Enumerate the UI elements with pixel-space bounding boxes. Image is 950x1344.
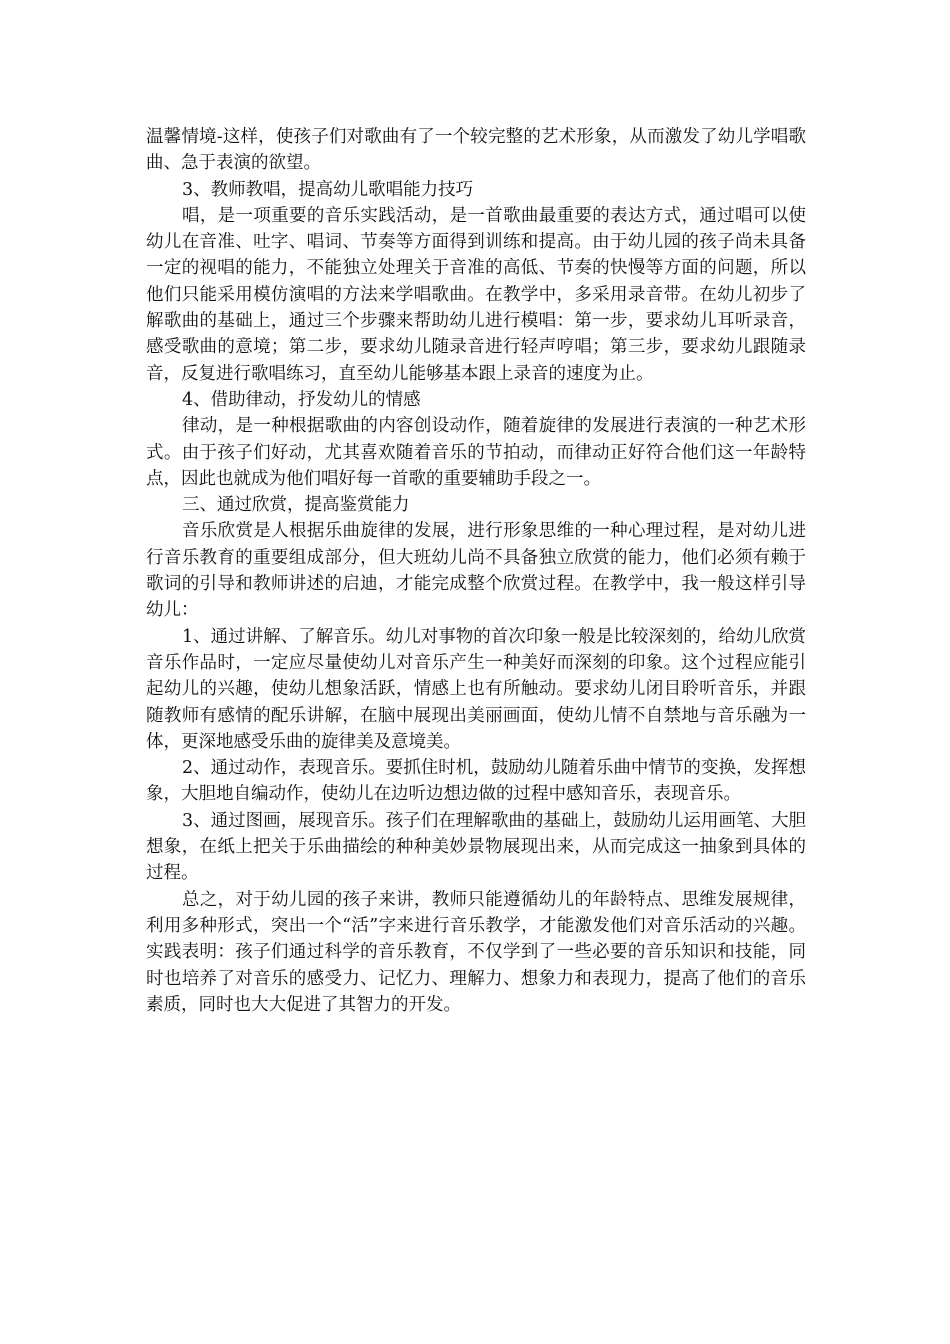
paragraph-drawing: 3、通过图画，展现音乐。孩子们在理解歌曲的基础上，鼓励幼儿运用画笔、大胆想象，在纸上把关于乐曲描绘的种种美妙景物展现出来，从而完成这一抽象到具体的过程。 bbox=[146, 810, 806, 884]
subheading-teacher-singing: 3、教师教唱，提高幼儿歌唱能力技巧 bbox=[182, 179, 474, 200]
paragraph-movement: 2、通过动作，表现音乐。要抓住时机，鼓励幼儿随着乐曲中情节的变换，发挥想象，大胆地自编动作，使幼儿在边听边想边做的过程中感知音乐，表现音乐。 bbox=[146, 758, 806, 805]
paragraph-appreciation: 音乐欣赏是人根据乐曲旋律的发展，进行形象思维的一种心理过程，是对幼儿进行音乐教育的重要组成部分，但大班幼儿尚不具备独立欣赏的能力，他们必须有赖于歌词的引导和教师讲述的启迪，才能完成整个欣赏过程。在教学中，我一般这样引导幼儿： bbox=[146, 521, 806, 621]
paragraph-continuation: 温馨情境-这样，使孩子们对歌曲有了一个较完整的艺术形象，从而激发了幼儿学唱歌曲、急于表演的欲望。 bbox=[146, 127, 806, 174]
paragraph-explanation: 1、通过讲解、了解音乐。幼儿对事物的首次印象一般是比较深刻的，给幼儿欣赏音乐作品时，一定应尽量使幼儿对音乐产生一种美好而深刻的印象。这个过程应能引起幼儿的兴趣，使幼儿想象活跃，情感上也有所触动。要求幼儿闭目聆听音乐，并跟随教师有感情的配乐讲解，在脑中展现出美丽画面，使幼儿情不自禁地与音乐融为一体，更深地感受乐曲的旋律美及意境美。 bbox=[146, 626, 806, 752]
paragraph-rhythm-movement: 律动，是一种根据歌曲的内容创设动作，随着旋律的发展进行表演的一种艺术形式。由于孩子们好动，尤其喜欢随着音乐的节拍动，而律动正好符合他们这一年龄特点，因此也就成为他们唱好每一首歌的重要辅助手段之一。 bbox=[146, 416, 806, 489]
subheading-rhythm-movement: 4、借助律动，抒发幼儿的情感 bbox=[182, 389, 421, 410]
section-heading-appreciation: 三、通过欣赏，提高鉴赏能力 bbox=[182, 495, 410, 516]
paragraph-singing: 唱，是一项重要的音乐实践活动，是一首歌曲最重要的表达方式，通过唱可以使幼儿在音准、吐字、唱词、节奏等方面得到训练和提高。由于幼儿园的孩子尚未具备一定的视唱的能力，不能独立处理关于音准的高低、节奏的快慢等方面的问题，所以他们只能采用模仿演唱的方法来学唱歌曲。在教学中，多采用录音带。在幼儿初步了解歌曲的基础上，通过三个步骤来帮助幼儿进行模唱：第一步，要求幼儿耳听录音，感受歌曲的意境；第二步，要求幼儿随录音进行轻声哼唱；第三步，要求幼儿跟随录音，反复进行歌唱练习，直至幼儿能够基本跟上录音的速度为止。 bbox=[146, 205, 806, 384]
document-body bbox=[146, 124, 806, 1018]
paragraph-conclusion: 总之，对于幼儿园的孩子来讲，教师只能遵循幼儿的年龄特点、思维发展规律，利用多种形式，突出一个“活”字来进行音乐教学，才能激发他们对音乐活动的兴趣。实践表明：孩子们通过科学的音乐教育，不仅学到了一些必要的音乐知识和技能，同时也培养了对音乐的感受力、记忆力、理解力、想象力和表现力，提高了他们的音乐素质，同时也大大促进了其智力的开发。 bbox=[146, 889, 806, 1015]
